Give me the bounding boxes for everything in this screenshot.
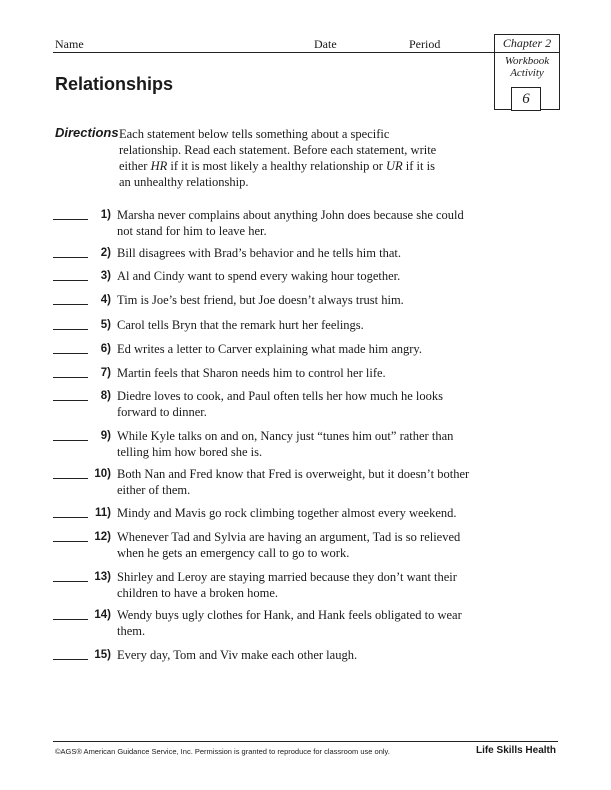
date-label: Date <box>314 37 337 51</box>
period-label: Period <box>409 37 441 51</box>
statement-text: Diedre loves to cook, and Paul often tells her how much he looks forward to dinner. <box>117 389 443 419</box>
directions-label: Directions <box>55 125 119 140</box>
activity-number: 6 <box>511 87 541 111</box>
statement-number: 11) <box>95 507 111 519</box>
name-label: Name <box>55 37 84 51</box>
statement-text: Tim is Joe’s best friend, but Joe doesn’t always trust him. <box>117 293 404 307</box>
statement-number: 1) <box>100 209 111 221</box>
statement-number: 2) <box>100 247 111 259</box>
statement-text: Al and Cindy want to spend every waking hour together. <box>117 269 401 283</box>
statement-number: 13) <box>94 571 111 583</box>
statement-number: 5) <box>100 319 111 331</box>
copyright-text: ©AGS® American Guidance Service, Inc. Permission is granted to reproduce for classroom use only. <box>55 747 390 756</box>
statement-number: 4) <box>100 294 111 306</box>
statement-number: 12) <box>94 531 111 543</box>
statement-text: Carol tells Bryn that the remark hurt her feelings. <box>117 318 364 332</box>
workbook-label: Workbook <box>504 55 550 67</box>
statement-text: While Kyle talks on and on, Nancy just “tunes him out” rather than telling him how bored she is. <box>117 429 454 459</box>
statement-number: 14) <box>94 609 111 621</box>
statement-number: 9) <box>100 430 111 442</box>
footer-rule <box>53 741 558 742</box>
statement-text: Wendy buys ugly clothes for Hank, and Hank feels obligated to wear them. <box>117 608 462 638</box>
code-unhealthy: UR <box>385 159 403 173</box>
header-rule <box>53 52 558 53</box>
book-title: Life Skills Health <box>475 745 556 756</box>
statement-text: Bill disagrees with Brad’s behavior and he tells him that. <box>117 246 401 260</box>
statement-text: Mindy and Mavis go rock climbing together almost every weekend. <box>117 506 457 520</box>
directions-text: Each statement below tells something about a specific relationship. Read each statement. Before each statement, write either HR if it is most likely a healthy relationship or UR if it is an unhealthy relationship. <box>119 127 437 189</box>
statement-text: Martin feels that Sharon needs him to control her life. <box>117 366 386 380</box>
statement-text: Marsha never complains about anything John does because she could not stand for him to leave her. <box>117 208 464 238</box>
statement-text: Every day, Tom and Viv make each other laugh. <box>117 648 358 662</box>
chapter-label: Chapter 2 <box>495 35 559 53</box>
statement-number: 10) <box>94 468 111 480</box>
workbook-activity-label <box>495 55 559 79</box>
activity-label: Activity <box>510 67 544 79</box>
statement-number: 8) <box>100 390 111 402</box>
statement-number: 6) <box>100 343 111 355</box>
statement-text: Whenever Tad and Sylvia are having an argument, Tad is so relieved when he gets an emergency call to go to work. <box>117 530 461 560</box>
statement-text: Both Nan and Fred know that Fred is overweight, but it doesn’t bother either of them. <box>117 467 470 497</box>
statement-number: 3) <box>100 270 111 282</box>
statement-number: 15) <box>94 649 111 661</box>
statement-text: Shirley and Leroy are staying married because they don’t want their children to have a broken home. <box>117 570 457 600</box>
code-healthy: HR <box>150 159 168 173</box>
statement-number: 7) <box>100 367 111 379</box>
page-title: Relationships <box>55 74 174 94</box>
statement-text: Ed writes a letter to Carver explaining what made him angry. <box>117 342 422 356</box>
